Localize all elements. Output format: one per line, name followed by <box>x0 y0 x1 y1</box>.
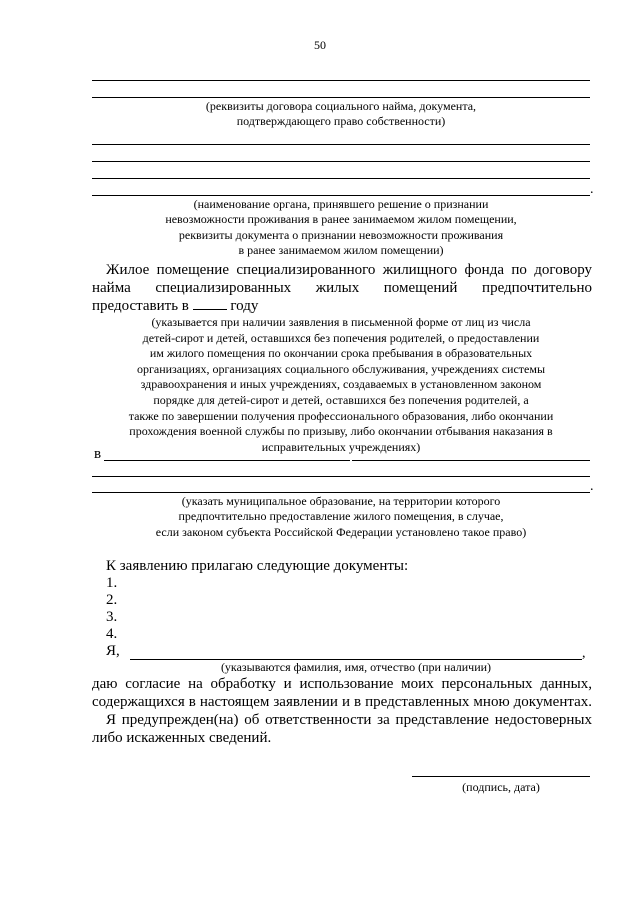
blank-line <box>92 195 590 196</box>
blank-line <box>104 460 350 461</box>
document-item-3: 3. <box>106 609 118 625</box>
year-prefix: предоставить в <box>92 298 189 314</box>
document-item-1: 1. <box>106 575 118 591</box>
document-item-2: 2. <box>106 592 118 608</box>
caption-contract <box>92 99 590 130</box>
consent-line4: либо искаженных сведений. <box>92 730 272 746</box>
caption-line: в ранее занимаемом жилом помещении) <box>238 243 444 258</box>
blank-line <box>92 492 590 493</box>
line-end-period: . <box>590 182 594 197</box>
consent-line2: содержащихся в настоящем заявлении и в представленных мною документах. <box>92 694 592 710</box>
housing-paragraph-line1: Жилое помещение специализированного жилищного фонда по договору <box>106 262 592 278</box>
line-end-period: . <box>590 479 594 494</box>
year-suffix: году <box>230 298 259 314</box>
caption-line: им жилого помещения по окончании срока пребывания в образовательных <box>149 346 533 361</box>
caption-line: предпочтительно предоставление жилого помещения, в случае, <box>178 509 504 524</box>
caption-line: порядке для детей-сирот и детей, оставшихся без попечения родителей, а <box>153 392 529 407</box>
caption-line: здравоохранения и иных учреждениях, создаваемых в установленном законом <box>140 377 542 392</box>
blank-line <box>92 476 590 477</box>
caption-line: невозможности проживания в ранее занимаемом жилом помещении, <box>165 212 517 227</box>
signature-line <box>412 776 590 777</box>
caption-line: подтверждающего право собственности) <box>236 114 446 129</box>
consent-prefix: Я, <box>106 643 120 659</box>
caption-line: (указывается при наличии заявления в письменной форме от лиц из числа <box>151 315 531 329</box>
caption-signature: (подпись, дата) <box>462 780 540 794</box>
caption-line: реквизиты документа о признании невозможности проживания <box>178 227 504 242</box>
caption-line: детей-сирот и детей, оставшихся без попечения родителей, о предоставлении <box>142 330 540 345</box>
blank-line <box>92 144 590 145</box>
housing-paragraph-line3 <box>92 297 592 316</box>
page-number: 50 <box>314 38 326 52</box>
caption-line: (указать муниципальное образование, на территории которого <box>181 494 501 508</box>
caption-line: исправительных учреждениях) <box>261 439 421 454</box>
blank-line <box>92 161 590 162</box>
consent-line1: даю согласие на обработку и использование моих персональных данных, <box>92 676 592 692</box>
documents-intro: К заявлению прилагаю следующие документы: <box>106 558 409 574</box>
consent-line3: Я предупрежден(на) об ответственности за представление недостоверных <box>106 712 592 728</box>
caption-authority <box>92 197 590 259</box>
caption-line: если законом субъекта Российской Федерации установлено такое право) <box>155 524 527 539</box>
caption-fio: (указываются фамилия, имя, отчество (при наличии) <box>220 660 492 674</box>
caption-municipality <box>92 494 590 540</box>
caption-conditions <box>92 315 590 455</box>
caption-line: (наименование органа, принявшего решение о признании <box>193 197 489 211</box>
year-blank <box>193 297 227 310</box>
in-prefix: в <box>94 446 102 462</box>
housing-paragraph-line2: найма специализированных жилых помещений предпочтительно <box>92 280 592 296</box>
document-item-4: 4. <box>106 626 118 642</box>
caption-line: (реквизиты договора социального найма, документа, <box>205 99 477 113</box>
blank-line <box>92 80 590 81</box>
caption-line: также по завершении получения профессионального образования, либо окончании <box>128 408 554 423</box>
caption-line: прохождения военной службы по призыву, либо окончании отбывания наказания в <box>129 424 553 439</box>
blank-line <box>92 97 590 98</box>
line-end-comma: , <box>582 646 586 661</box>
blank-line <box>92 178 590 179</box>
blank-line <box>352 460 590 461</box>
caption-line: организациях, организациях социального обслуживания, учреждениях системы <box>136 361 546 376</box>
